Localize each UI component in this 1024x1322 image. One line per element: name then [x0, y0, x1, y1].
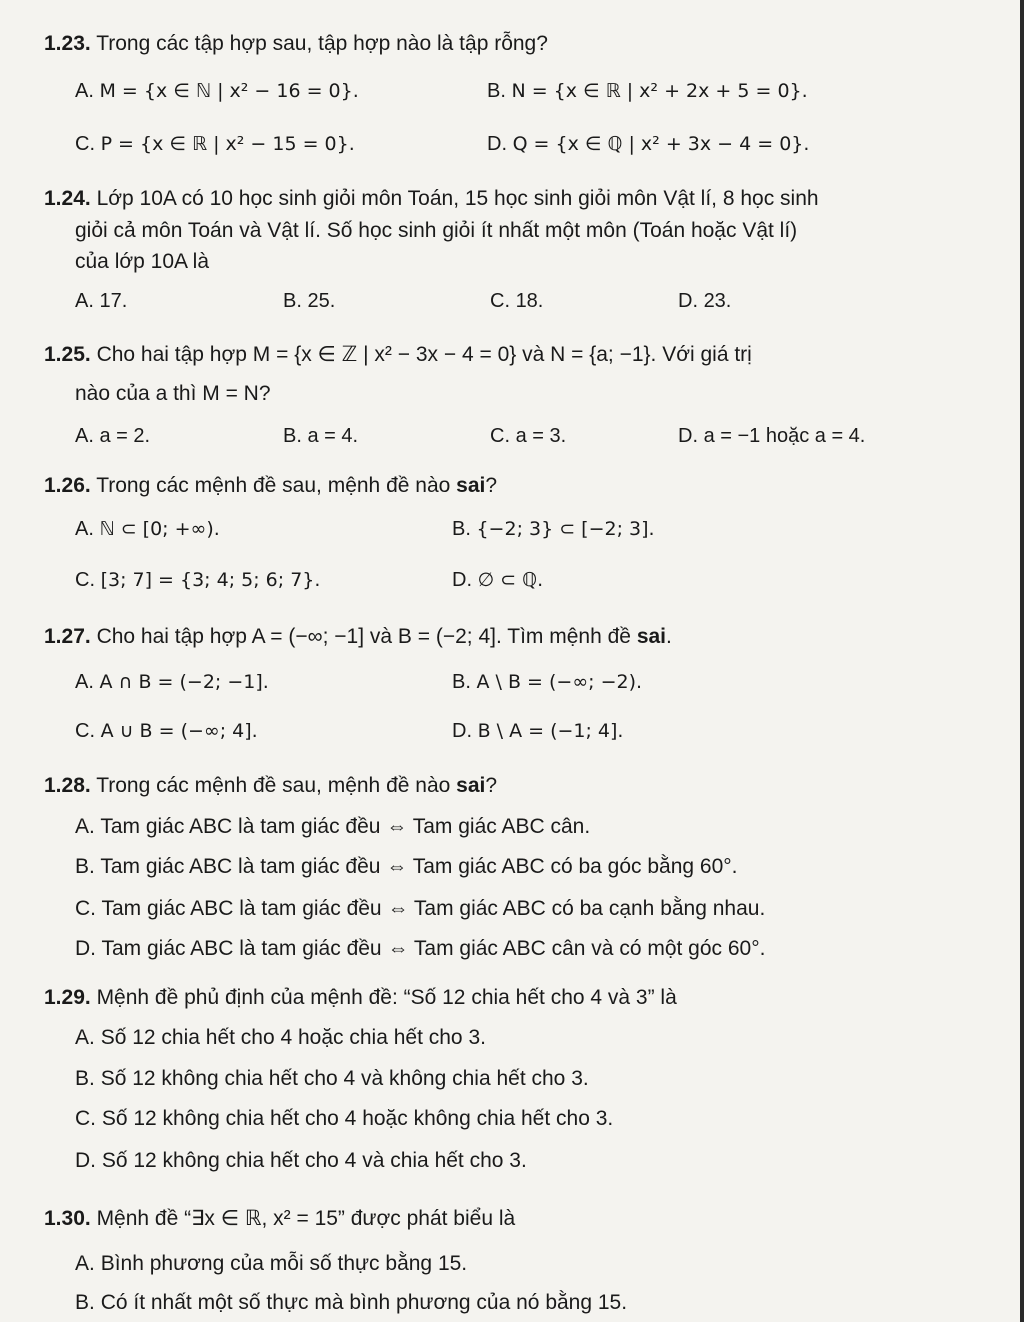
- option-label: D.: [452, 569, 472, 591]
- option-label: B.: [75, 855, 95, 878]
- option-label: A.: [75, 425, 94, 447]
- stem-text: Lớp 10A có 10 học sinh giỏi môn Toán, 15 học sinh giỏi môn Vật lí, 8 học sinh: [96, 187, 819, 210]
- option-text: 18.: [515, 290, 544, 312]
- option-text: Tam giác ABC là tam giác đều ⇔ Tam giác ABC cân và có một góc 60°.: [101, 937, 766, 960]
- option-label: C.: [75, 133, 95, 155]
- option-label: D.: [75, 1149, 96, 1172]
- option-d: [75, 1148, 527, 1174]
- option-label: A.: [75, 815, 95, 838]
- option-text: A ∪ B = (−∞; 4].: [100, 720, 258, 742]
- option-label: C.: [75, 897, 96, 920]
- option-text: ∅ ⊂ ℚ.: [477, 569, 544, 591]
- option-label: D.: [452, 720, 472, 742]
- question-stem: [44, 31, 548, 57]
- question-number: 1.23.: [44, 32, 91, 55]
- option-text: A \ B = (−∞; −2).: [476, 671, 643, 693]
- option-text: a = 4.: [307, 425, 359, 447]
- option-d: [452, 567, 543, 593]
- stem-text: Trong các mệnh đề sau, mệnh đề nào: [96, 474, 457, 497]
- option-c: [75, 567, 320, 593]
- option-label: C.: [75, 720, 95, 742]
- option-text: 25.: [307, 290, 336, 312]
- option-label: B.: [283, 290, 302, 312]
- option-b: [452, 669, 642, 695]
- option-label: A.: [75, 518, 94, 540]
- option-label: D.: [678, 290, 698, 312]
- option-label: B.: [75, 1067, 95, 1090]
- option-c: [75, 1106, 613, 1132]
- stem-text: Trong các mệnh đề sau, mệnh đề nào: [96, 774, 457, 797]
- stem-end: ?: [485, 474, 498, 497]
- question-stem: [44, 186, 819, 212]
- option-text: ℕ ⊂ [0; +∞).: [99, 518, 220, 540]
- question-number: 1.27.: [44, 625, 91, 648]
- option-text: Tam giác ABC là tam giác đều ⇔ Tam giác ABC cân.: [100, 815, 591, 838]
- option-text: a = 3.: [515, 425, 567, 447]
- stem-emphasis: sai: [456, 474, 486, 497]
- option-label: B.: [487, 80, 506, 102]
- option-a: [75, 423, 150, 449]
- option-c: [75, 896, 765, 922]
- option-text: a = −1 hoặc a = 4.: [703, 425, 866, 447]
- question-stem: [44, 342, 752, 368]
- option-c: [490, 423, 566, 449]
- option-text: 23.: [703, 290, 732, 312]
- option-label: B.: [283, 425, 302, 447]
- option-label: C.: [490, 290, 510, 312]
- option-d: [678, 288, 731, 314]
- stem-text: Mệnh đề “∃x ∈ ℝ, x² = 15” được phát biểu là: [96, 1207, 516, 1230]
- question-number: 1.24.: [44, 187, 91, 210]
- option-label: A.: [75, 290, 94, 312]
- option-label: D.: [487, 133, 507, 155]
- option-label: C.: [490, 425, 510, 447]
- question-number: 1.25.: [44, 343, 91, 366]
- stem-end: ?: [485, 774, 498, 797]
- option-text: {−2; 3} ⊂ [−2; 3].: [476, 518, 655, 540]
- option-label: D.: [75, 937, 96, 960]
- option-c: [75, 131, 355, 157]
- stem-continuation: của lớp 10A là: [75, 250, 210, 273]
- option-text: N = {x ∈ ℝ | x² + 2x + 5 = 0}.: [511, 80, 808, 102]
- option-label: B.: [452, 671, 471, 693]
- option-b: [75, 1290, 627, 1316]
- option-b: [283, 288, 335, 314]
- option-label: A.: [75, 1252, 95, 1275]
- option-text: a = 2.: [99, 425, 151, 447]
- option-text: P = {x ∈ ℝ | x² − 15 = 0}.: [100, 133, 355, 155]
- option-text: Tam giác ABC là tam giác đều ⇔ Tam giác ABC có ba cạnh bằng nhau.: [101, 897, 766, 920]
- option-a: [75, 288, 127, 314]
- option-d: [487, 131, 809, 157]
- option-text: Có ít nhất một số thực mà bình phương của nó bằng 15.: [100, 1291, 628, 1314]
- option-label: A.: [75, 1026, 95, 1049]
- option-a: [75, 814, 590, 840]
- option-text: Số 12 không chia hết cho 4 và chia hết cho 3.: [101, 1149, 527, 1172]
- option-b: [487, 78, 808, 104]
- option-label: B.: [75, 1291, 95, 1314]
- option-text: Số 12 không chia hết cho 4 hoặc không chia hết cho 3.: [101, 1107, 614, 1130]
- option-text: [3; 7] = {3; 4; 5; 6; 7}.: [100, 569, 321, 591]
- stem-text: Trong các tập hợp sau, tập hợp nào là tập rỗng?: [96, 32, 548, 55]
- question-number: 1.26.: [44, 474, 91, 497]
- option-label: C.: [75, 569, 95, 591]
- stem-end: .: [666, 625, 672, 648]
- question-number: 1.29.: [44, 986, 91, 1009]
- question-stem: [44, 773, 497, 799]
- option-a: [75, 516, 220, 542]
- option-text: A ∩ B = (−2; −1].: [99, 671, 269, 693]
- option-d: [678, 423, 865, 449]
- option-label: B.: [452, 518, 471, 540]
- question-number: 1.30.: [44, 1207, 91, 1230]
- option-b: [452, 516, 655, 542]
- question-stem: [44, 985, 677, 1011]
- stem-continuation: nào của a thì M = N?: [75, 382, 271, 405]
- question-stem: [44, 1206, 515, 1232]
- option-a: [75, 1251, 467, 1277]
- option-text: Số 12 không chia hết cho 4 và không chia hết cho 3.: [100, 1067, 589, 1090]
- option-text: Số 12 chia hết cho 4 hoặc chia hết cho 3.: [100, 1026, 486, 1049]
- option-c: [490, 288, 543, 314]
- option-d: [452, 718, 623, 744]
- option-label: C.: [75, 1107, 96, 1130]
- question-number: 1.28.: [44, 774, 91, 797]
- option-a: [75, 78, 359, 104]
- option-b: [283, 423, 358, 449]
- option-text: M = {x ∈ ℕ | x² − 16 = 0}.: [99, 80, 359, 102]
- option-text: Bình phương của mỗi số thực bằng 15.: [100, 1252, 468, 1275]
- option-a: [75, 1025, 486, 1051]
- stem-text: Mệnh đề phủ định của mệnh đề: “Số 12 chia hết cho 4 và 3” là: [96, 986, 677, 1009]
- stem-emphasis: sai: [456, 774, 486, 797]
- option-a: [75, 669, 269, 695]
- question-stem: [44, 624, 672, 650]
- option-text: Tam giác ABC là tam giác đều ⇔ Tam giác ABC có ba góc bằng 60°.: [100, 855, 738, 878]
- stem-text: Cho hai tập hợp A = (−∞; −1] và B = (−2; 4]. Tìm mệnh đề: [96, 625, 637, 648]
- page-edge-shadow: [1020, 0, 1024, 1322]
- option-label: D.: [678, 425, 698, 447]
- option-d: [75, 936, 765, 962]
- option-label: A.: [75, 80, 94, 102]
- stem-text: Cho hai tập hợp M = {x ∈ ℤ | x² − 3x − 4 = 0} và N = {a; −1}. Với giá trị: [96, 343, 752, 366]
- option-text: B \ A = (−1; 4].: [477, 720, 624, 742]
- stem-continuation: giỏi cả môn Toán và Vật lí. Số học sinh giỏi ít nhất một môn (Toán hoặc Vật lí): [75, 219, 798, 242]
- stem-emphasis: sai: [636, 625, 667, 648]
- option-text: Q = {x ∈ ℚ | x² + 3x − 4 = 0}.: [512, 133, 810, 155]
- question-stem: [44, 473, 497, 499]
- option-c: [75, 718, 258, 744]
- option-b: [75, 854, 738, 880]
- option-label: A.: [75, 671, 94, 693]
- option-b: [75, 1066, 589, 1092]
- option-text: 17.: [99, 290, 128, 312]
